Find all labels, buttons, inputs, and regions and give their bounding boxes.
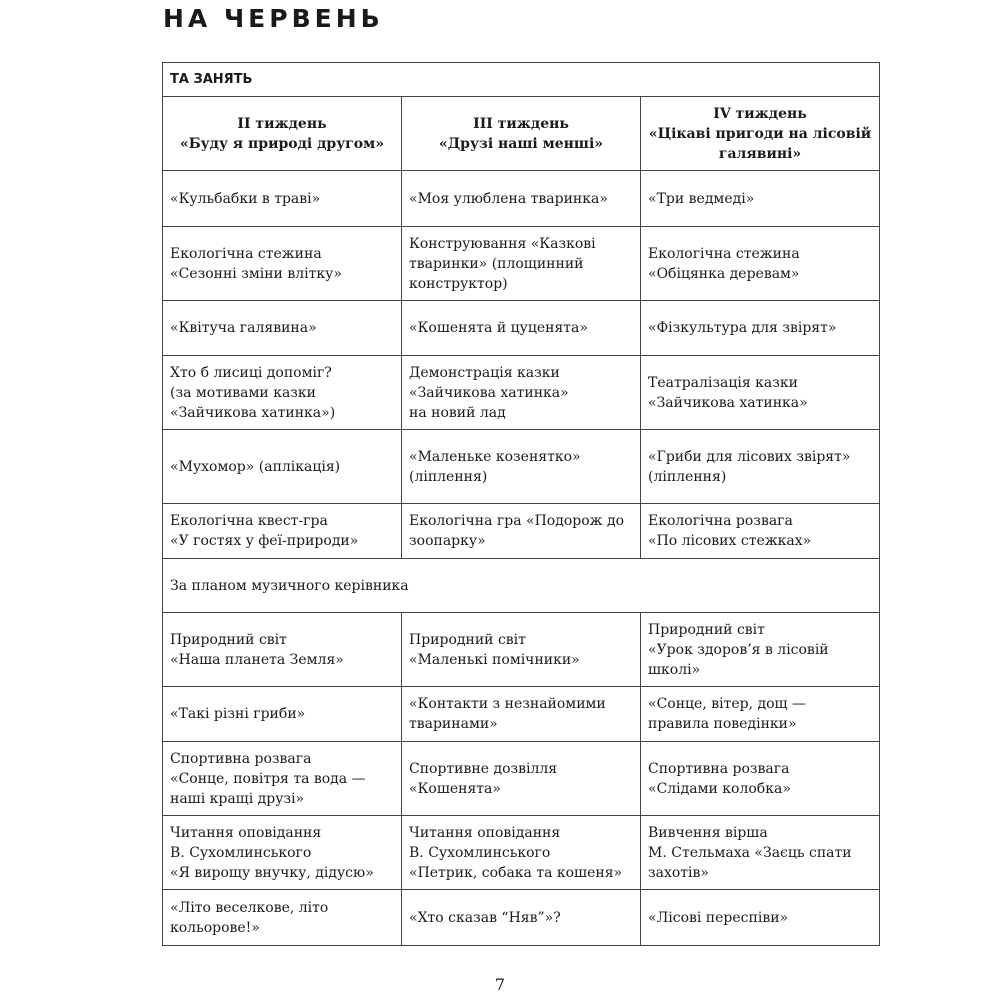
table-row xyxy=(163,504,880,559)
table-cell: «Мухомор» (аплікація) xyxy=(163,430,402,504)
table-cell: «Квітуча галявина» xyxy=(163,301,402,356)
table-cell: «Сонце, вітер, дощ — правила поведінки» xyxy=(641,687,880,742)
table-cell: Конструювання «Казкові тваринки» (площинний конструктор) xyxy=(402,227,641,301)
table-cell: Екологічна квест-гра «У гостях у феї-природи» xyxy=(163,504,402,559)
table-cell: «Такі різні гриби» xyxy=(163,687,402,742)
table-cell: «Маленьке козенятко» (ліплення) xyxy=(402,430,641,504)
table-cell: Спортивне дозвілля «Кошенята» xyxy=(402,742,641,816)
table-cell: «Фізкультура для звірят» xyxy=(641,301,880,356)
week-3-header: III тиждень «Друзі наші менші» xyxy=(402,97,641,171)
table-cell: «Контакти з незнайомими тваринами» xyxy=(402,687,641,742)
table-row xyxy=(163,559,880,613)
table-header-row xyxy=(163,63,880,97)
table-cell: Природний світ «Маленькі помічники» xyxy=(402,613,641,687)
week-header-row xyxy=(163,97,880,171)
table-cell: Спортивна розвага «Сонце, повітря та вода — наші кращі друзі» xyxy=(163,742,402,816)
table-cell: «Кошенята й цуценята» xyxy=(402,301,641,356)
table-cell: Екологічна стежина «Сезонні зміни влітку» xyxy=(163,227,402,301)
table-cell: «Кульбабки в траві» xyxy=(163,171,402,227)
table-row xyxy=(163,687,880,742)
table-cell: Демонстрація казки «Зайчикова хатинка» на новий лад xyxy=(402,356,641,430)
table-cell: «Гриби для лісових звірят» (ліплення) xyxy=(641,430,880,504)
table-cell: Хто б лисиці допоміг? (за мотивами казки «Зайчикова хатинка») xyxy=(163,356,402,430)
page-title: НА ЧЕРВЕНЬ xyxy=(163,4,384,33)
table-row xyxy=(163,171,880,227)
table-cell: Вивчення вірша М. Стельмаха «Заєць спати захотів» xyxy=(641,816,880,890)
page-number: 7 xyxy=(494,975,506,994)
activities-table xyxy=(162,62,880,946)
table-cell: Природний світ «Наша планета Земля» xyxy=(163,613,402,687)
table-cell: Екологічна стежина «Обіцянка деревам» xyxy=(641,227,880,301)
table-cell: «Моя улюблена тваринка» xyxy=(402,171,641,227)
table-row xyxy=(163,227,880,301)
table-cell: Природний світ «Урок здоров’я в лісовій школі» xyxy=(641,613,880,687)
week-4-header: IV тиждень «Цікаві пригоди на лісовій галявині» xyxy=(641,97,880,171)
table-row xyxy=(163,742,880,816)
table-cell: Читання оповідання В. Сухомлинського «Я вирощу внучку, дідусю» xyxy=(163,816,402,890)
table-cell: Читання оповідання В. Сухомлинського «Петрик, собака та кошеня» xyxy=(402,816,641,890)
table-row xyxy=(163,356,880,430)
table-cell: Екологічна гра «Подорож до зоопарку» xyxy=(402,504,641,559)
table-row xyxy=(163,816,880,890)
table-cell: Спортивна розвага «Слідами колобка» xyxy=(641,742,880,816)
table-cell: «Літо веселкове, літо кольорове!» xyxy=(163,890,402,946)
table-cell: Екологічна розвага «По лісових стежках» xyxy=(641,504,880,559)
table-row xyxy=(163,890,880,946)
table-cell: Театралізація казки «Зайчикова хатинка» xyxy=(641,356,880,430)
table-row xyxy=(163,430,880,504)
week-2-header: II тиждень «Буду я природі другом» xyxy=(163,97,402,171)
table-cell: «Лісові переспіви» xyxy=(641,890,880,946)
table-cell: «Три ведмеді» xyxy=(641,171,880,227)
section-heading: ТА ЗАНЯТЬ xyxy=(163,63,880,97)
table-row xyxy=(163,301,880,356)
table-cell-merged: За планом музичного керівника xyxy=(163,559,880,613)
table-cell: «Хто сказав “Няв”»? xyxy=(402,890,641,946)
table-row xyxy=(163,613,880,687)
